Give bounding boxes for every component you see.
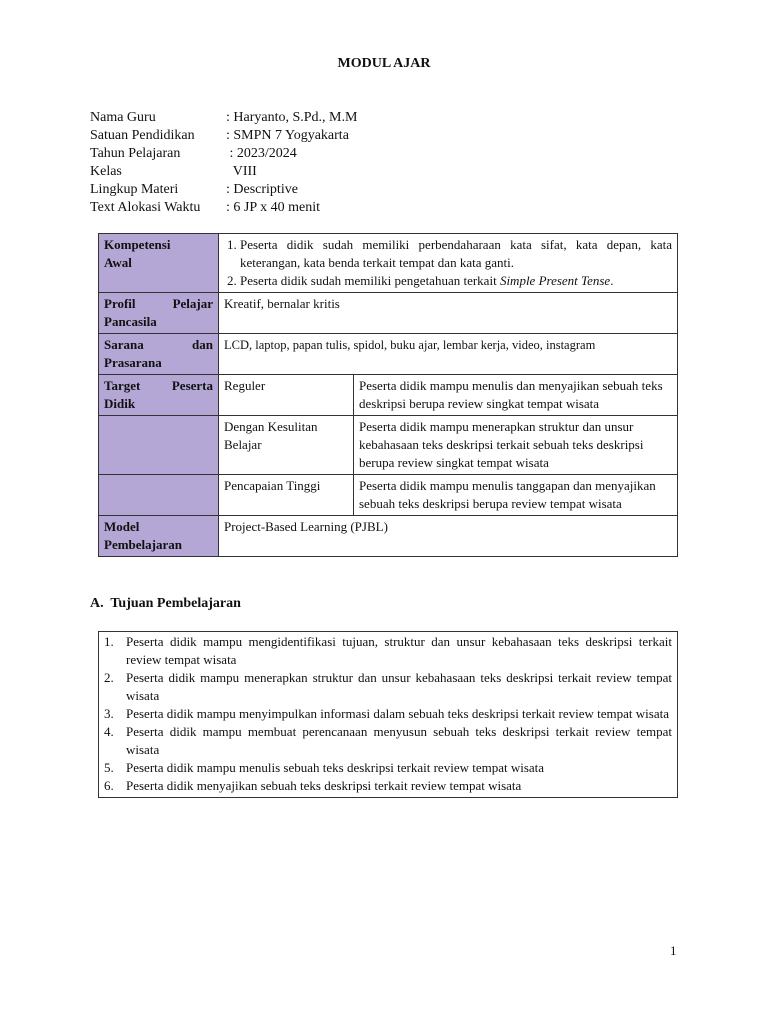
table-row [99, 416, 678, 475]
identity-label: Satuan Pendidikan [90, 128, 195, 143]
goal-text: Peserta didik mampu menyimpulkan informasi dalam sebuah teks deskripsi terkait review tempat wisata [126, 706, 669, 721]
table-row [99, 475, 678, 516]
goals-table [98, 631, 678, 798]
cell-label: Profil [104, 296, 136, 311]
profil-value: Kreatif, bernalar kritis [219, 293, 678, 334]
target-type: Dengan Kesulitan Belajar [219, 416, 354, 475]
identity-row [90, 109, 357, 127]
info-table [98, 233, 678, 557]
cell-label: Pancasila [104, 314, 157, 329]
identity-row [90, 163, 357, 181]
cell-label: Peserta [171, 378, 213, 393]
sarana-label [99, 334, 219, 375]
list-item [240, 272, 672, 290]
cell-label: Sarana [104, 337, 144, 352]
cell-label: Pelajar [172, 296, 213, 311]
list-item [104, 633, 672, 669]
identity-row [90, 145, 357, 163]
goal-number: 6. [104, 778, 114, 793]
identity-label: Nama Guru [90, 110, 156, 125]
identity-value: : Descriptive [226, 182, 298, 197]
identity-value: VIII [226, 164, 257, 179]
goal-text: Peserta didik mampu membuat perencanaan menyusun sebuah teks deskripsi terkait review tempat wisata [126, 724, 672, 757]
identity-value: : 2023/2024 [226, 146, 297, 161]
target-type: Pencapaian Tinggi [219, 475, 354, 516]
target-label-blank [99, 475, 219, 516]
profil-label [99, 293, 219, 334]
target-desc: Peserta didik mampu menulis tanggapan dan menyajikan sebuah teks deskripsi berupa review tempat wisata [354, 475, 678, 516]
list-item: 1. Peserta didik sudah memiliki perbendaharaan kata sifat, kata depan, kata keterangan, kata benda terkait tempat dan kata ganti. [240, 236, 672, 272]
list-item [104, 723, 672, 759]
identity-label: Text Alokasi Waktu [90, 200, 201, 215]
model-label [99, 516, 219, 557]
goal-text: Peserta didik mampu mengidentifikasi tujuan, struktur dan unsur kebahasaan teks deskripsi terkait review tempat wisata [126, 634, 672, 667]
goal-number: 5. [104, 760, 114, 775]
table-row [99, 234, 678, 293]
list-end: . [610, 273, 614, 288]
cell-label: Awal [104, 255, 132, 270]
list-item [104, 759, 672, 777]
page-number: 1 [670, 943, 677, 958]
identity-block [90, 109, 357, 217]
identity-label: Tahun Pelajaran [90, 146, 181, 161]
identity-value: : SMPN 7 Yogyakarta [226, 128, 349, 143]
list-italic: Simple Present Tense [499, 273, 611, 288]
goal-text: Peserta didik menyajikan sebuah teks deskripsi terkait review tempat wisata [126, 778, 522, 793]
list-item [104, 705, 672, 723]
cell-label: Model [104, 519, 140, 534]
section-heading: A. Tujuan Pembelajaran [90, 596, 241, 611]
cell-label: Prasarana [104, 355, 162, 370]
cell-label: Kompetensi [104, 237, 171, 252]
table-row [99, 516, 678, 557]
goal-number: 3. [104, 706, 114, 721]
identity-value: : 6 JP x 40 menit [226, 200, 320, 215]
identity-row [90, 181, 357, 199]
cell-label: Didik [104, 396, 136, 411]
cell-label: Target [104, 378, 141, 393]
identity-row [90, 199, 357, 217]
goal-number: 1. [104, 634, 114, 649]
table-row [99, 375, 678, 416]
target-label [99, 375, 219, 416]
identity-value: : Haryanto, S.Pd., M.M [226, 110, 358, 125]
target-type: Reguler [219, 375, 354, 416]
table-row [99, 334, 678, 375]
kompetensi-awal-label [99, 234, 219, 293]
target-desc: Peserta didik mampu menerapkan struktur dan unsur kebahasaan teks deskripsi terkait sebuah teks deskripsi berupa review singkat tempat wisata [354, 416, 678, 475]
goals-cell [99, 632, 678, 798]
page-title: MODUL AJAR [337, 56, 431, 71]
target-label-blank [99, 416, 219, 475]
identity-label: Kelas [90, 164, 122, 179]
model-value: Project-Based Learning (PJBL) [219, 516, 678, 557]
table-row [99, 293, 678, 334]
list-item [104, 669, 672, 705]
identity-row [90, 127, 357, 145]
goal-number: 4. [104, 724, 114, 739]
identity-label: Lingkup Materi [90, 182, 179, 197]
goal-text: Peserta didik mampu menulis sebuah teks deskripsi terkait review tempat wisata [126, 760, 545, 775]
kompetensi-awal-value [219, 234, 678, 293]
cell-label: Pembelajaran [104, 537, 182, 552]
sarana-value: LCD, laptop, papan tulis, spidol, buku ajar, lembar kerja, video, instagram [219, 334, 678, 375]
goal-text: Peserta didik mampu menerapkan struktur dan unsur kebahasaan teks deskripsi terkait review tempat wisata [126, 670, 672, 703]
goal-number: 2. [104, 670, 114, 685]
list-item [104, 777, 672, 795]
list-text: Peserta didik sudah memiliki pengetahuan terkait [240, 273, 500, 288]
target-desc: Peserta didik mampu menulis dan menyajikan sebuah teks deskripsi berupa review singkat tempat wisata [354, 375, 678, 416]
table-row [99, 632, 678, 798]
cell-label: dan [192, 337, 213, 352]
